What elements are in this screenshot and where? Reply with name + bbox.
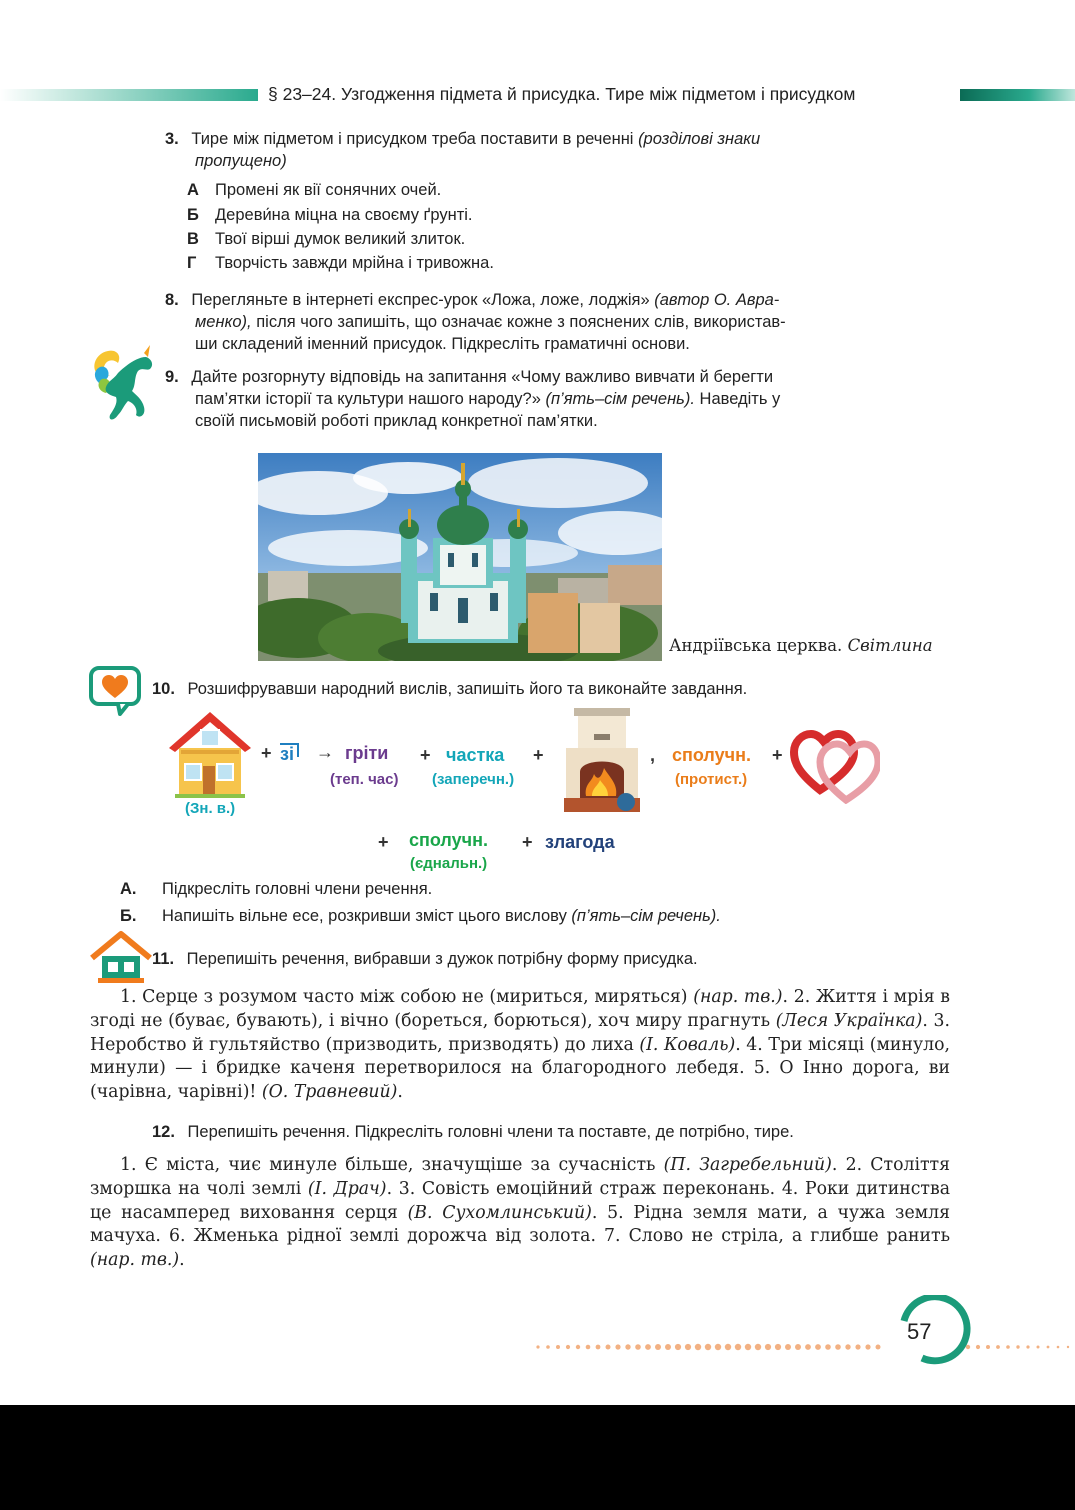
task-10-sub-b [120,905,721,927]
option-text: Промені як вії сонячних очей. [215,181,442,199]
task-3-note-cont: пропущено) [195,152,287,170]
task-note: (автор О. Авра- [654,291,780,309]
page-footer-decoration [530,1295,1075,1365]
task-number: 10. [152,680,175,698]
photo-caption [669,636,933,655]
task-text: Дайте розгорнуту відповідь на запитання «Чому важливо вивчати й берегти [191,368,774,386]
church-photo [258,453,662,661]
particle-note: (заперечн.) [432,771,515,788]
task-note: менко), [195,313,252,331]
task-9-line2 [195,388,780,410]
caption-italic: Світлина [847,636,933,655]
two-hearts-icon [790,728,880,804]
option-d [187,252,494,274]
task-number: 9. [165,368,179,386]
task-9 [165,366,773,388]
task-text: Перепишіть речення, вибравши з дужок потрібну форму присудка. [186,950,698,968]
task-8-line3: ши складений іменний присудок. Підкресліть граматичні основи. [195,335,690,353]
plus-sign: + [378,832,389,852]
task-11-sentences: 1. Серце з розумом часто між собою не (мириться, миряться) (нар. тв.). 2. Життя і мрія в згоді не (буває, бувають), і вічно (бореться, борються), хоч миру прагнуть (Леся Українка). 3. Неробство й гультяйство (призводить, призводять) до лиха (І. Коваль). 4. Три місяці (минуло, минули) — і бридке каченя перетворилося на благородного лебедя. 5. О Інно дорога, ви (чарівна, чарівні)! (О. Травневий). [90,987,950,1103]
comma: , [650,745,656,765]
plus-sign: + [772,745,783,765]
task-12-sentences: 1. Є міста, чиє минуле більше, значущіше за сучасність (П. Загребельний). 2. Століття зморшка на чолі землі (І. Драч). 3. Совість емоційний страж переконань. 4. Роки дитинства це насамперед виховання серця (В. Сухомлинський). 5. Рідна земля мати, а чужа земля мачуха. 6. Жменька рідної землі дорожча від золота. 7. Слово не стріла, а глибше ранить (нар. тв.). [90,1155,951,1271]
conj1-label: сполучн. [672,745,751,765]
house-case-label: (Зн. в.) [185,800,236,817]
last-word-label: злагода [545,832,615,852]
task-10 [152,678,747,700]
plus-sign: + [533,745,544,765]
task-10-sub-a [120,878,432,900]
task-number: 3. [165,130,179,148]
particle-label: частка [446,745,505,765]
caption-text: Андріївська церква. [669,636,843,655]
conj1-note: (протист.) [675,771,748,788]
unicorn-icon [88,345,160,423]
option-text: Дереви́на міцна на своєму ґрунті. [215,206,473,224]
task-text: після чого запишіть, що означає кожне з пояснених слів, використав- [256,313,786,331]
task-9-line3: своїй письмовій роботі приклад конкретної пам’ятки. [195,412,598,430]
option-text: Твої вірші думок великий злиток. [215,230,466,248]
task-text: пам’ятки історії та культури нашого народу?» [195,390,541,408]
task-text: Тире між підметом і присудком треба поставити в реченні [191,130,634,148]
prefix-label: зі [280,743,299,757]
conj2-note: (єднальн.) [410,855,488,872]
home-orange-icon [88,930,154,984]
option-c [187,228,465,250]
option-text: Творчість завжди мрійна і тривожна. [215,254,494,272]
page-number: 57 [907,1319,932,1344]
fireplace-icon [562,706,642,816]
option-letter: В [187,230,199,248]
task-note: (п’ять–сім речень). [545,390,695,408]
sub-note: (п’ять–сім речень). [571,907,721,925]
page-header-title: § 23–24. Узгодження підмета й присудка. Тире між підметом і присудком [268,84,856,104]
plus-sign: + [522,832,533,852]
arrow: → [316,742,334,762]
sub-text: Підкресліть головні члени речення. [162,880,433,898]
plus-sign: + [261,743,272,763]
option-letter: Г [187,254,197,272]
task-text: Розшифрувавши народний вислів, запишіть його та виконайте завдання. [187,680,748,698]
sub-text: Напишіть вільне есе, розкривши зміст цього вислову [162,907,567,925]
task-12 [152,1121,794,1143]
verb-note: (теп. час) [330,771,399,788]
sub-letter: А. [120,880,137,898]
option-letter: А [187,181,199,199]
header-bar-right [960,89,1075,101]
task-11 [152,948,698,970]
option-a [187,179,441,201]
header-bar-left [0,89,258,101]
plus-sign: + [420,745,431,765]
conj2-label: сполучн. [409,830,488,850]
option-b [187,204,473,226]
task-number: 8. [165,291,179,309]
verb-label: гріти [345,743,389,763]
house-icon [165,708,255,800]
task-3 [165,128,885,150]
heart-chat-icon [88,665,142,717]
option-letter: Б [187,206,199,224]
task-number: 11. [152,950,175,968]
task-number: 12. [152,1123,175,1141]
sub-letter: Б. [120,907,137,925]
task-8-line2 [195,311,786,333]
task-note: (розділові знаки [638,130,761,148]
task-text: Перегляньте в інтернеті експрес-урок «Ложа, ложе, лоджія» [191,291,650,309]
task-text: Перепишіть речення. Підкресліть головні члени та поставте, де потрібно, тире. [187,1123,794,1141]
task-8 [165,289,779,311]
task-text: Наведіть у [699,390,781,408]
